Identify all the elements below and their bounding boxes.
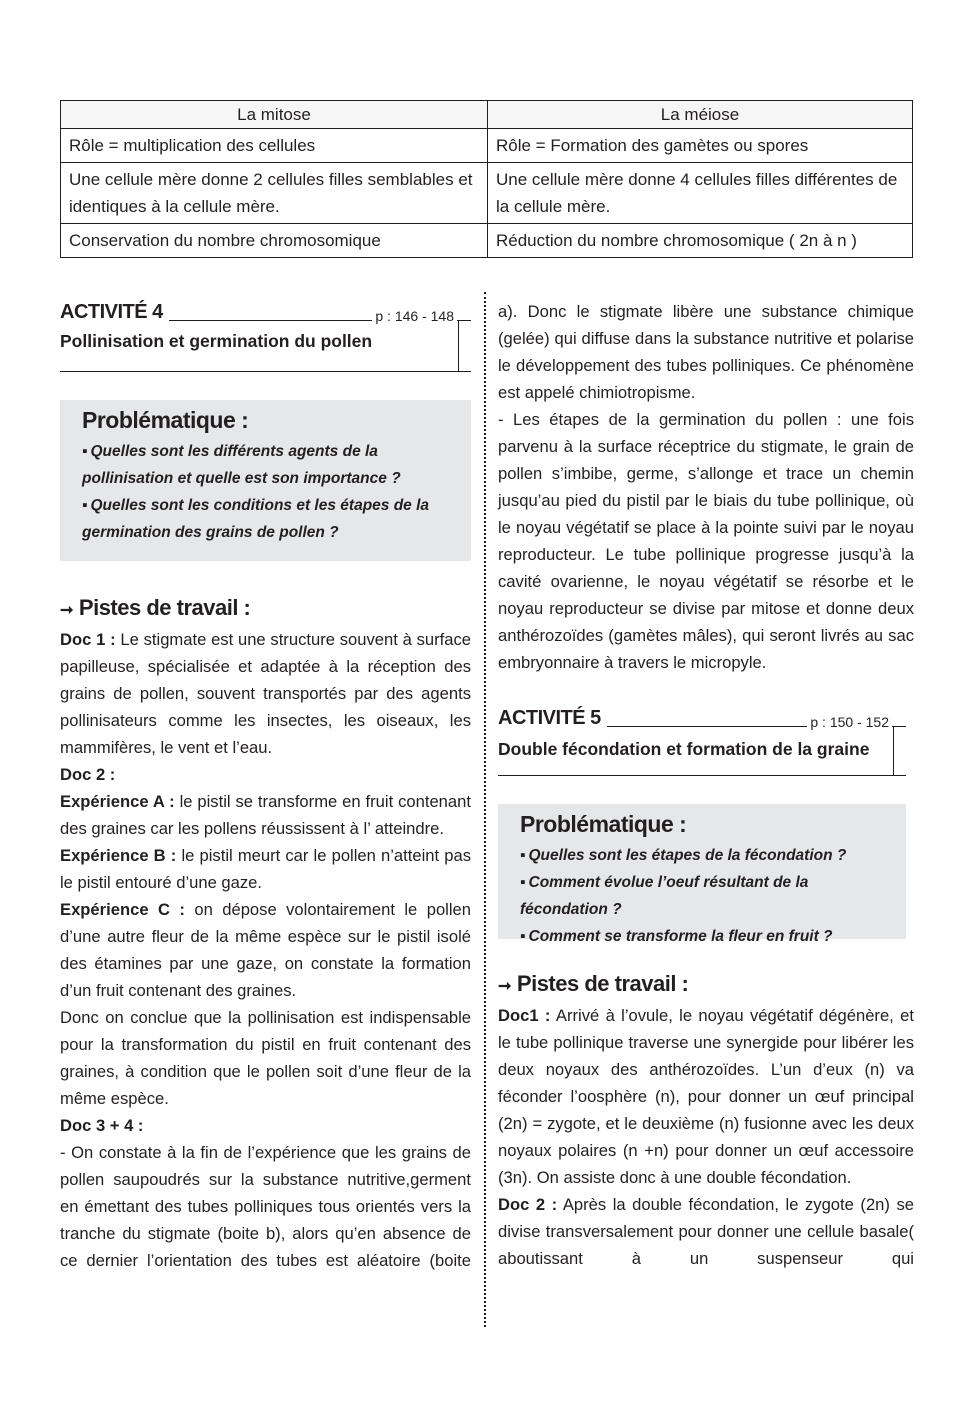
column-divider: [484, 292, 486, 1327]
question: ▪ Quelles sont les conditions et les étapes de la germination des grains de pollen ?: [82, 492, 457, 546]
paragraph: [498, 1191, 914, 1272]
header-mitose: La mitose: [61, 101, 488, 129]
divider: [893, 726, 906, 776]
paragraph-text: le pistil se transforme en fruit contenant des graines car les pollens réussissent à l’ atteindre.: [60, 792, 471, 838]
divider: [60, 371, 471, 372]
activity-title: Pollinisation et germination du pollen: [60, 331, 373, 351]
paragraph: [60, 788, 471, 842]
paragraph: Donc on conclue que la pollinisation est indispensable pour la transformation du pistil en fruit contenant des graines, à condition que le pollen soit d’une fleur de la même espèce.: [60, 1008, 471, 1108]
doc-label: Doc 3 + 4 :: [60, 1116, 144, 1135]
activity4-header: [60, 300, 471, 372]
experience-label: Expérience A :: [60, 792, 175, 811]
arrow-icon: ➞: [60, 602, 73, 619]
page-reference: p : 146 - 148: [372, 308, 457, 324]
question: ▪ Comment évolue l’oeuf résultant de la fécondation ?: [520, 869, 892, 923]
problematique-box: [60, 400, 471, 561]
table-cell: Une cellule mère donne 4 cellules filles différentes de la cellule mère.: [488, 163, 913, 224]
doc-label: Doc 1 :: [60, 630, 116, 649]
paragraph: [60, 626, 471, 761]
right-column: [498, 298, 914, 1272]
doc-label: Doc 2 :: [60, 765, 116, 784]
paragraph: [60, 842, 471, 896]
table-row: [61, 163, 913, 224]
paragraph-text: on dépose volontairement le pollen d’une autre fleur de la même espèce sur le pistil isolé des étamines par une gaze, on constate la formation d’un fruit contenant des graines.: [60, 900, 471, 1000]
question: ▪ Quelles sont les différents agents de la pollinisation et quelle est son importance ?: [82, 438, 457, 492]
pistes-label: Pistes de travail :: [516, 971, 689, 996]
table-cell: Conservation du nombre chromosomique: [61, 224, 488, 258]
paragraph-text: le pistil meurt car le pollen n’atteint pas le pistil entouré d’une gaze.: [60, 846, 472, 892]
arrow-icon: ➞: [498, 978, 511, 995]
divider: [498, 775, 906, 776]
paragraph: - Les étapes de la germination du pollen : une fois parvenu à la surface réceptrice du stigmate, le grain de pollen s’imbibe, germe, s’allonge et trace un chemin jusqu’au pied du pistil par le biais du tube pollinique, où le noyau végétatif se place à la pointe suivi par le noyau reproducteur. Le tube pollinique progresse jusqu’à la cavité ovarienne, le noyau végétatif se résorbe et le noyau reproducteur se divise par mitose et donne deux anthérozoïdes (gamètes mâles), qui seront livrés au sac embryonnaire à travers le micropyle.: [498, 410, 914, 672]
table-cell: Réduction du nombre chromosomique ( 2n à n ): [488, 224, 913, 258]
experience-label: Expérience B :: [60, 846, 177, 865]
table-header-row: [61, 101, 913, 129]
activity-title: Double fécondation et formation de la graine: [498, 739, 870, 759]
activity5-header: [498, 706, 906, 776]
doc-label: Doc 2 :: [498, 1195, 558, 1214]
question: ▪ Comment se transforme la fleur en fruit ?: [520, 923, 892, 950]
paragraph: [60, 896, 471, 1004]
header-meiose: La méiose: [488, 101, 913, 129]
activity-number: ACTIVITÉ 5: [498, 706, 607, 730]
table-cell: Rôle = Formation des gamètes ou spores: [488, 129, 913, 163]
divider: [458, 320, 471, 372]
paragraph: [60, 761, 471, 788]
paragraph: a). Donc le stigmate libère une substance chimique (gelée) qui diffuse dans la substance nutritive et polarise le développement des tubes polliniques. Ce phénomène est appelé chimiotropisme.: [498, 302, 914, 402]
paragraph: - On constate à la fin de l’expérience que les grains de pollen saupoudrés sur la substance nutritive,germent en émettant des tubes polliniques tous orientés vers la tranche du stigmate (boite b), alors qu’en absence de ce dernier l’orientation des tubes est aléatoire (boite: [60, 1143, 471, 1270]
question: ▪ Quelles sont les étapes de la fécondation ?: [520, 842, 892, 869]
paragraph-text: Le stigmate est une structure souvent à surface papilleuse, spécialisée et adaptée à la réception des grains de pollen, souvent transportés par des agents pollinisateurs comme les insectes, les oiseaux, les mammifères, le vent et l’eau.: [60, 630, 471, 757]
page-reference: p : 150 - 152: [807, 714, 892, 730]
problematique-heading: Problématique :: [82, 407, 249, 433]
paragraph-text: Arrivé à l’ovule, le noyau végétatif dégénère, et le tube pollinique traverse une synergide pour libérer les deux noyaux des anthérozoïdes. L’un d’eux (n) va féconder l’oosphère (n), pour donner un œuf principal (2n) = zygote, et le deuxième (n) fusionne avec les deux noyaux polaires (n +n) pour donner un œuf accessoire (3n). On assiste donc à une double fécondation.: [498, 1006, 914, 1187]
pistes-heading: [498, 969, 914, 1002]
table-cell: Une cellule mère donne 2 cellules filles semblables et identiques à la cellule mère.: [61, 163, 488, 224]
table-row: [61, 224, 913, 258]
table-row: [61, 129, 913, 163]
pistes-heading: [60, 593, 471, 626]
doc-label: Doc1 :: [498, 1006, 551, 1025]
experience-label: Expérience C :: [60, 900, 185, 919]
paragraph: [498, 1002, 914, 1191]
mitosis-meiosis-table: [60, 100, 913, 258]
problematique-heading: Problématique :: [520, 811, 687, 837]
activity-number: ACTIVITÉ 4: [60, 300, 169, 324]
paragraph: [60, 1112, 471, 1139]
pistes-label: Pistes de travail :: [78, 595, 251, 620]
left-column: [60, 300, 471, 1274]
paragraph-text: Après la double fécondation, le zygote (2n) se divise transversalement pour donner une cellule basale( aboutissant à un suspenseur qui: [498, 1195, 914, 1268]
table-cell: Rôle = multiplication des cellules: [61, 129, 488, 163]
problematique-box: [498, 804, 906, 945]
